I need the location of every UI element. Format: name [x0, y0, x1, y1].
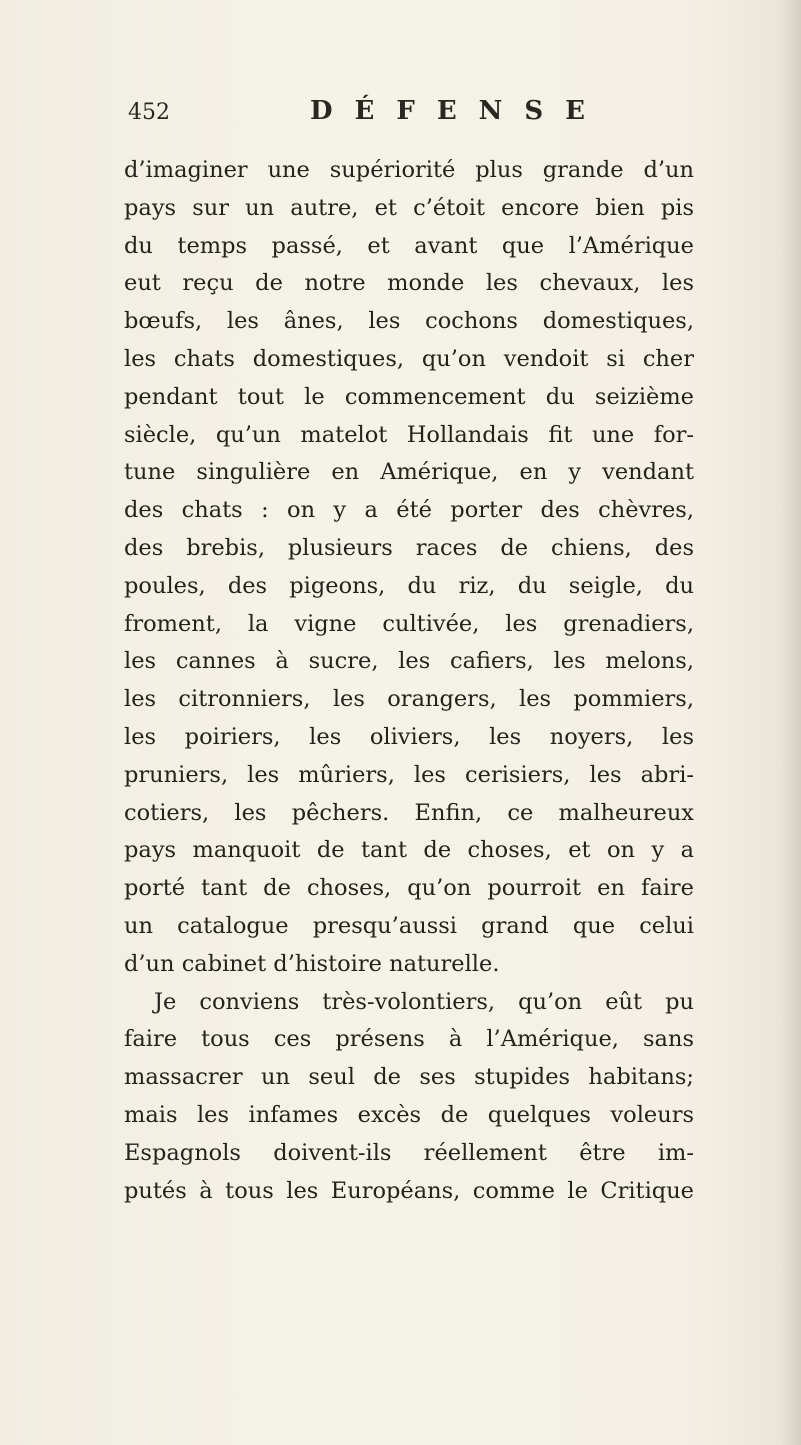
text-line: les poiriers, les oliviers, les noyers, les — [124, 723, 694, 750]
text-line: pruniers, les mûriers, les cerisiers, les abri- — [124, 761, 694, 788]
text-line: froment, la vigne cultivée, les grenadiers, — [124, 610, 694, 637]
text-line: cotiers, les pêchers. Enfin, ce malheureux — [124, 799, 694, 826]
text-line: massacrer un seul de ses stupides habitans; — [124, 1064, 694, 1091]
text-line: Espagnols doivent-ils réellement être im- — [124, 1139, 694, 1166]
text-line: pendant tout le commencement du seizième — [124, 383, 694, 410]
text-line: des chats : on y a été porter des chèvres, — [124, 497, 694, 524]
text-line: mais les infames excès de quelques voleurs — [124, 1101, 694, 1128]
text-line: d’imaginer une supériorité plus grande d’un — [124, 157, 694, 183]
text-line: bœufs, les ânes, les cochons domestiques, — [124, 308, 694, 335]
text-line: les cannes à sucre, les cafiers, les melons, — [124, 648, 694, 675]
text-line: tune singulière en Amérique, en y vendant — [124, 459, 694, 486]
text-line: les citronniers, les orangers, les pommiers, — [124, 686, 694, 713]
text-line: siècle, qu’un matelot Hollandais fit une for- — [124, 421, 694, 448]
text-line: pays manquoit de tant de choses, et on y a — [124, 837, 694, 864]
page-header — [128, 96, 688, 136]
text-line: Je conviens très-volontiers, qu’on eût pu — [154, 988, 694, 1015]
running-title: DÉFENSE — [310, 96, 607, 126]
page-number: 452 — [128, 100, 170, 125]
text-line: pays sur un autre, et c’étoit encore bien pis — [124, 194, 694, 221]
text-line: les chats domestiques, qu’on vendoit si cher — [124, 345, 694, 372]
text-line: eut reçu de notre monde les chevaux, les — [124, 270, 694, 297]
text-line: des brebis, plusieurs races de chiens, des — [124, 534, 694, 561]
text-line: faire tous ces présens à l’Amérique, sans — [124, 1026, 694, 1053]
text-line: d’un cabinet d’histoire naturelle. — [124, 950, 500, 977]
text-line: un catalogue presqu’aussi grand que celui — [124, 912, 694, 939]
page-edge-shadow — [779, 0, 801, 1445]
text-line: porté tant de choses, qu’on pourroit en faire — [124, 875, 694, 902]
text-line: poules, des pigeons, du riz, du seigle, du — [124, 572, 694, 599]
body-text — [124, 152, 694, 1210]
text-line: du temps passé, et avant que l’Amérique — [124, 232, 694, 259]
text-line: putés à tous les Européans, comme le Critique — [124, 1177, 694, 1204]
